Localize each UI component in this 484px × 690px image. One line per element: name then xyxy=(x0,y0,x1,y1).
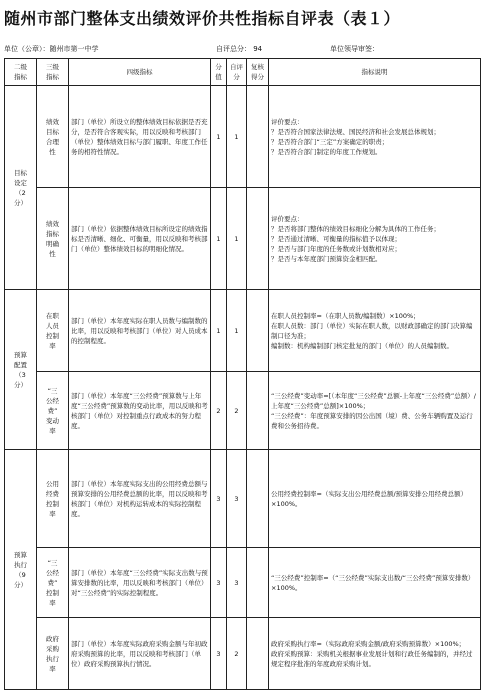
row-notes: 评价要点： ？是否将部门整体的绩效目标细化分解为具体的工作任务； ？是否通过清晰、可衡量的指标值予以体现； ？是否与部门年度的任务数或计划数相对应； ？是否与本年度部门预算资金相匹配。 xyxy=(269,188,481,290)
row-notes: 政府采购执行率=（实际政府采购金额/政府采购预算数）×100%； 政府采购预算：采购机关根据事业发展计划和行政任务编制的，并经过规定程序批准的年度政府采购计划。 xyxy=(269,618,481,690)
header-level2: 二级 指标 xyxy=(5,59,37,86)
row-review-score xyxy=(247,450,269,548)
table-row xyxy=(5,290,481,372)
table-row xyxy=(5,450,481,548)
row-review-score xyxy=(247,290,269,372)
row-level4: 部门（单位）本年度实际政府采购金额与年初政府采购预算的比率，用以反映和考核部门（单位）政府采购预算执行情况。 xyxy=(69,618,211,690)
row-self-score: 1 xyxy=(227,290,247,372)
unit-label: 单位（公章）：随州市第一中学 xyxy=(4,45,99,53)
table-row xyxy=(5,188,481,290)
table-row xyxy=(5,372,481,450)
row-review-score xyxy=(247,548,269,618)
row-review-score xyxy=(247,618,269,690)
row-notes: 在职人员控制率=（在职人员数/编制数）×100%； 在职人员数：部门（单位）实际在职人数，以财政部确定的部门决算编制口径为准； 编制数：机构编制部门核定批复的部门（单位）的人员编制数。 xyxy=(269,290,481,372)
row-points: 1 xyxy=(211,290,227,372)
header-level3: 三级 指标 xyxy=(37,59,69,86)
row-level3: 公用 经费 控制 率 xyxy=(37,450,69,548)
table-row xyxy=(5,86,481,188)
row-notes: “三公经费”变动率=[（本年度“三公经费”总额-上年度“三公经费”总额）/上年度“三公经费”总额]×100%； “三公经费”：年度预算安排的因公出国（境）费、公务车辆购置及运行费和公务招待费。 xyxy=(269,372,481,450)
group-budget-allocation: 预算 配置 （3 分） xyxy=(5,290,37,450)
table-header-row xyxy=(5,59,481,86)
row-level4: 部门（单位）本年度实际在职人员数与编制数的比率，用以反映和考核部门（单位）对人员成本的控制程度。 xyxy=(69,290,211,372)
header-review-score: 复核 得分 xyxy=(247,59,269,86)
row-level4: 部门（单位）所设立的整体绩效目标依据是否充分，是否符合客观实际，用以反映和考核部门（单位）整体绩效目标与部门履职、年度工作任务的相符性情况。 xyxy=(69,86,211,188)
row-self-score: 3 xyxy=(227,450,247,548)
row-points: 1 xyxy=(211,188,227,290)
row-level3: 绩效 目标 合理 性 xyxy=(37,86,69,188)
row-self-score: 2 xyxy=(227,618,247,690)
header-level4: 四级指标 xyxy=(69,59,211,86)
row-points: 2 xyxy=(211,372,227,450)
table-row xyxy=(5,548,481,618)
row-points: 3 xyxy=(211,618,227,690)
row-level3: 在职 人员 控制 率 xyxy=(37,290,69,372)
table-row xyxy=(5,618,481,690)
row-review-score xyxy=(247,86,269,188)
row-notes: “三公经费”控制率=（“三公经费”实际支出数/“三公经费”预算安排数）×100%。 xyxy=(269,548,481,618)
leader-signoff-label: 单位领导审签： xyxy=(330,45,379,53)
row-points: 3 xyxy=(211,548,227,618)
row-level4: 部门（单位）本年度“三公经费”实际支出数与预算安排数的比率，用以反映和考核部门（单位）对“三公经费”的实际控制程度。 xyxy=(69,548,211,618)
row-level3: “三 公经 费” 变动 率 xyxy=(37,372,69,450)
indicator-table xyxy=(4,58,481,690)
group-budget-execution: 预算 执行 （9 分） xyxy=(5,450,37,690)
row-review-score xyxy=(247,188,269,290)
row-review-score xyxy=(247,372,269,450)
row-level4: 部门（单位）本年度实际支出的公用经费总额与预算安排的公用经费总额的比率，用以反映和考核部门（单位）对机构运转成本的实际控制程度。 xyxy=(69,450,211,548)
row-points: 1 xyxy=(211,86,227,188)
row-notes: 评价要点： ？是否符合国家法律法规、国民经济和社会发展总体规划； ？是否符合部门“三定”方案确定的职责； ？是否符合部门制定的年度工作规划。 xyxy=(269,86,481,188)
header-points: 分 值 xyxy=(211,59,227,86)
header-self-score: 自评 分 xyxy=(227,59,247,86)
row-level3: 绩效 指标 明确 性 xyxy=(37,188,69,290)
row-self-score: 3 xyxy=(227,548,247,618)
group-target-setting: 目标 设定 （2 分） xyxy=(5,86,37,290)
document-title: 随州市部门整体支出绩效评价共性指标自评表（表１） xyxy=(4,9,401,28)
row-points: 3 xyxy=(211,450,227,548)
row-level3: 政府 采购 执行 率 xyxy=(37,618,69,690)
row-level3: “三 公经 费” 控制 率 xyxy=(37,548,69,618)
row-self-score: 2 xyxy=(227,372,247,450)
header-notes: 指标说明 xyxy=(269,59,481,86)
total-score-label: 自评总分： 94 xyxy=(216,45,263,53)
row-self-score: 1 xyxy=(227,86,247,188)
row-level4: 部门（单位）本年度“三公经费”预算数与上年度“三公经费”预算数的变动比率，用以反映和考核部门（单位）对控制重点行政成本的努力程度。 xyxy=(69,372,211,450)
row-level4: 部门（单位）依据整体绩效目标所设定的绩效指标是否清晰、细化、可衡量，用以反映和考核部门（单位）整体绩效目标的明细化情况。 xyxy=(69,188,211,290)
row-notes: 公用经费控制率=（实际支出公用经费总额/预算安排公用经费总额）×100%。 xyxy=(269,450,481,548)
row-self-score: 1 xyxy=(227,188,247,290)
